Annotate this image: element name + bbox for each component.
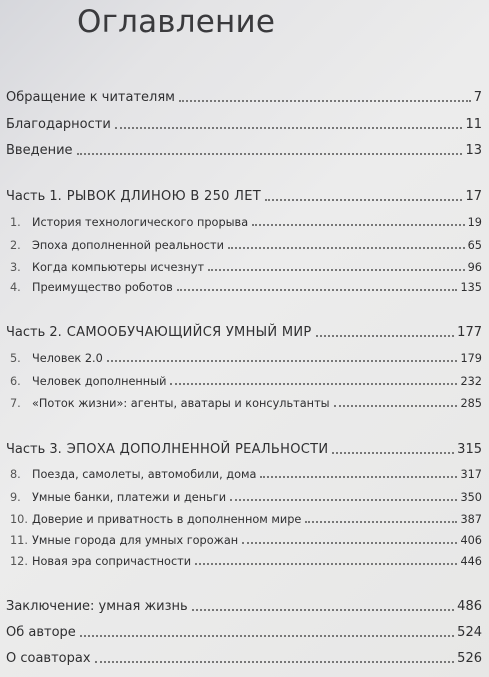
toc-leader-dots <box>316 335 455 337</box>
toc-leader-dots <box>230 499 457 501</box>
toc-entry-label: Человек 2.0 <box>32 352 103 365</box>
toc-chapter-number: 2. <box>10 239 21 252</box>
toc-chapter-entry[interactable] <box>10 211 482 229</box>
toc-entry-page: 315 <box>457 442 482 457</box>
toc-entry-label: Заключение: умная жизнь <box>6 599 188 614</box>
toc-leader-dots <box>115 127 463 129</box>
toc-chapter-entry[interactable] <box>10 234 482 252</box>
toc-leader-dots <box>228 247 465 249</box>
toc-leader-dots <box>177 289 458 291</box>
toc-part-entry[interactable] <box>6 186 482 204</box>
toc-entry[interactable] <box>6 596 482 614</box>
toc-entry[interactable] <box>6 87 482 105</box>
toc-leader-dots <box>192 609 454 611</box>
toc-chapter-number: 7. <box>10 397 21 410</box>
toc-entry-label: История технологического прорыва <box>32 216 249 229</box>
toc-entry-label: Введение <box>6 143 73 158</box>
toc-chapter-number: 6. <box>10 375 21 388</box>
toc-entry-label: Поезда, самолеты, автомобили, дома <box>32 468 257 481</box>
toc-entry-page: 285 <box>460 397 482 410</box>
toc-chapter-number: 10. <box>10 513 28 526</box>
toc-entry-page: 135 <box>460 281 482 294</box>
toc-entry-label: Доверие и приватность в дополненном мире <box>32 513 302 526</box>
toc-part-title: РЫВОК ДЛИНОЮ В 250 ЛЕТ <box>66 189 261 204</box>
toc-leader-dots <box>332 452 454 454</box>
toc-chapter-entry[interactable] <box>10 392 482 410</box>
toc-entry-page: 11 <box>465 117 482 132</box>
toc-leader-dots <box>95 661 455 663</box>
toc-chapter-number: 12. <box>10 555 28 568</box>
toc-entry-page: 96 <box>467 261 482 274</box>
toc-entry-label: Умные города для умных горожан <box>32 534 239 547</box>
toc-chapter-number: 9. <box>10 491 21 504</box>
toc-part-prefix: Часть 3. <box>6 442 62 457</box>
toc-chapter-entry[interactable] <box>10 529 482 547</box>
toc-chapter-number: 11. <box>10 534 28 547</box>
toc-entry-page: 232 <box>460 375 482 388</box>
page-title: Оглавление <box>77 4 276 40</box>
toc-entry[interactable] <box>6 140 482 158</box>
toc-chapter-entry[interactable] <box>10 508 482 526</box>
toc-chapter-entry[interactable] <box>10 276 482 294</box>
toc-chapter-number: 3. <box>10 261 21 274</box>
toc-part-entry[interactable] <box>6 322 482 340</box>
toc-entry[interactable] <box>6 622 482 640</box>
toc-leader-dots <box>80 635 454 637</box>
toc-chapter-entry[interactable] <box>10 550 482 568</box>
toc-entry-label: «Поток жизни»: агенты, аватары и консультанты <box>32 397 330 410</box>
toc-chapter-number: 5. <box>10 352 21 365</box>
toc-part-prefix: Часть 2. <box>6 325 62 340</box>
toc-leader-dots <box>242 542 457 544</box>
toc-entry-label: Преимущество роботов <box>32 281 173 294</box>
toc-chapter-number: 4. <box>10 281 21 294</box>
toc-leader-dots <box>195 563 457 565</box>
toc-entry-page: 19 <box>467 216 482 229</box>
toc-entry-page: 387 <box>460 513 482 526</box>
toc-entry-label: Обращение к читателям <box>6 90 175 105</box>
toc-entry-page: 17 <box>465 189 482 204</box>
toc-leader-dots <box>260 476 457 478</box>
toc-chapter-entry[interactable] <box>10 486 482 504</box>
toc-entry-page: 177 <box>457 325 482 340</box>
toc-entry-page: 526 <box>457 651 482 666</box>
toc-leader-dots <box>107 360 458 362</box>
toc-entry-page: 317 <box>460 468 482 481</box>
toc-chapter-entry[interactable] <box>10 370 482 388</box>
toc-entry[interactable] <box>6 114 482 132</box>
toc-entry-page: 486 <box>457 599 482 614</box>
toc-entry-label: Когда компьютеры исчезнут <box>32 261 205 274</box>
toc-leader-dots <box>334 405 458 407</box>
toc-part-entry[interactable] <box>6 439 482 457</box>
toc-leader-dots <box>77 153 463 155</box>
toc-part-title: САМООБУЧАЮЩИЙСЯ УМНЫЙ МИР <box>66 325 312 340</box>
toc-entry-page: 179 <box>460 352 482 365</box>
toc-entry-page: 7 <box>473 90 482 105</box>
toc-part-title: ЭПОХА ДОПОЛНЕННОЙ РЕАЛЬНОСТИ <box>66 442 329 457</box>
toc-entry-label: О соавторах <box>6 651 91 666</box>
toc-entry-label: Новая эра сопричастности <box>32 555 192 568</box>
toc-chapter-number: 1. <box>10 216 21 229</box>
toc-chapter-entry[interactable] <box>10 256 482 274</box>
toc-entry-label: Об авторе <box>6 625 76 640</box>
toc-leader-dots <box>305 521 457 523</box>
toc-entry-page: 406 <box>460 534 482 547</box>
toc-chapter-entry[interactable] <box>10 463 482 481</box>
toc-entry-page: 446 <box>460 555 482 568</box>
toc-entry-page: 524 <box>457 625 482 640</box>
toc-entry[interactable] <box>6 648 482 666</box>
toc-leader-dots <box>208 269 465 271</box>
toc-entry-page: 65 <box>467 239 482 252</box>
toc-entry-label: Благодарности <box>6 117 111 132</box>
toc-entry-page: 350 <box>460 491 482 504</box>
toc-entry-label: Умные банки, платежи и деньги <box>32 491 227 504</box>
toc-chapter-entry[interactable] <box>10 347 482 365</box>
toc-leader-dots <box>252 224 465 226</box>
toc-leader-dots <box>179 100 471 102</box>
toc-entry-label: Эпоха дополненной реальности <box>32 239 224 252</box>
toc-entry-page: 13 <box>465 143 482 158</box>
toc-entry-label: Человек дополненный <box>32 375 167 388</box>
toc-part-prefix: Часть 1. <box>6 189 62 204</box>
toc-leader-dots <box>265 199 462 201</box>
toc-leader-dots <box>170 383 457 385</box>
toc-chapter-number: 8. <box>10 468 21 481</box>
